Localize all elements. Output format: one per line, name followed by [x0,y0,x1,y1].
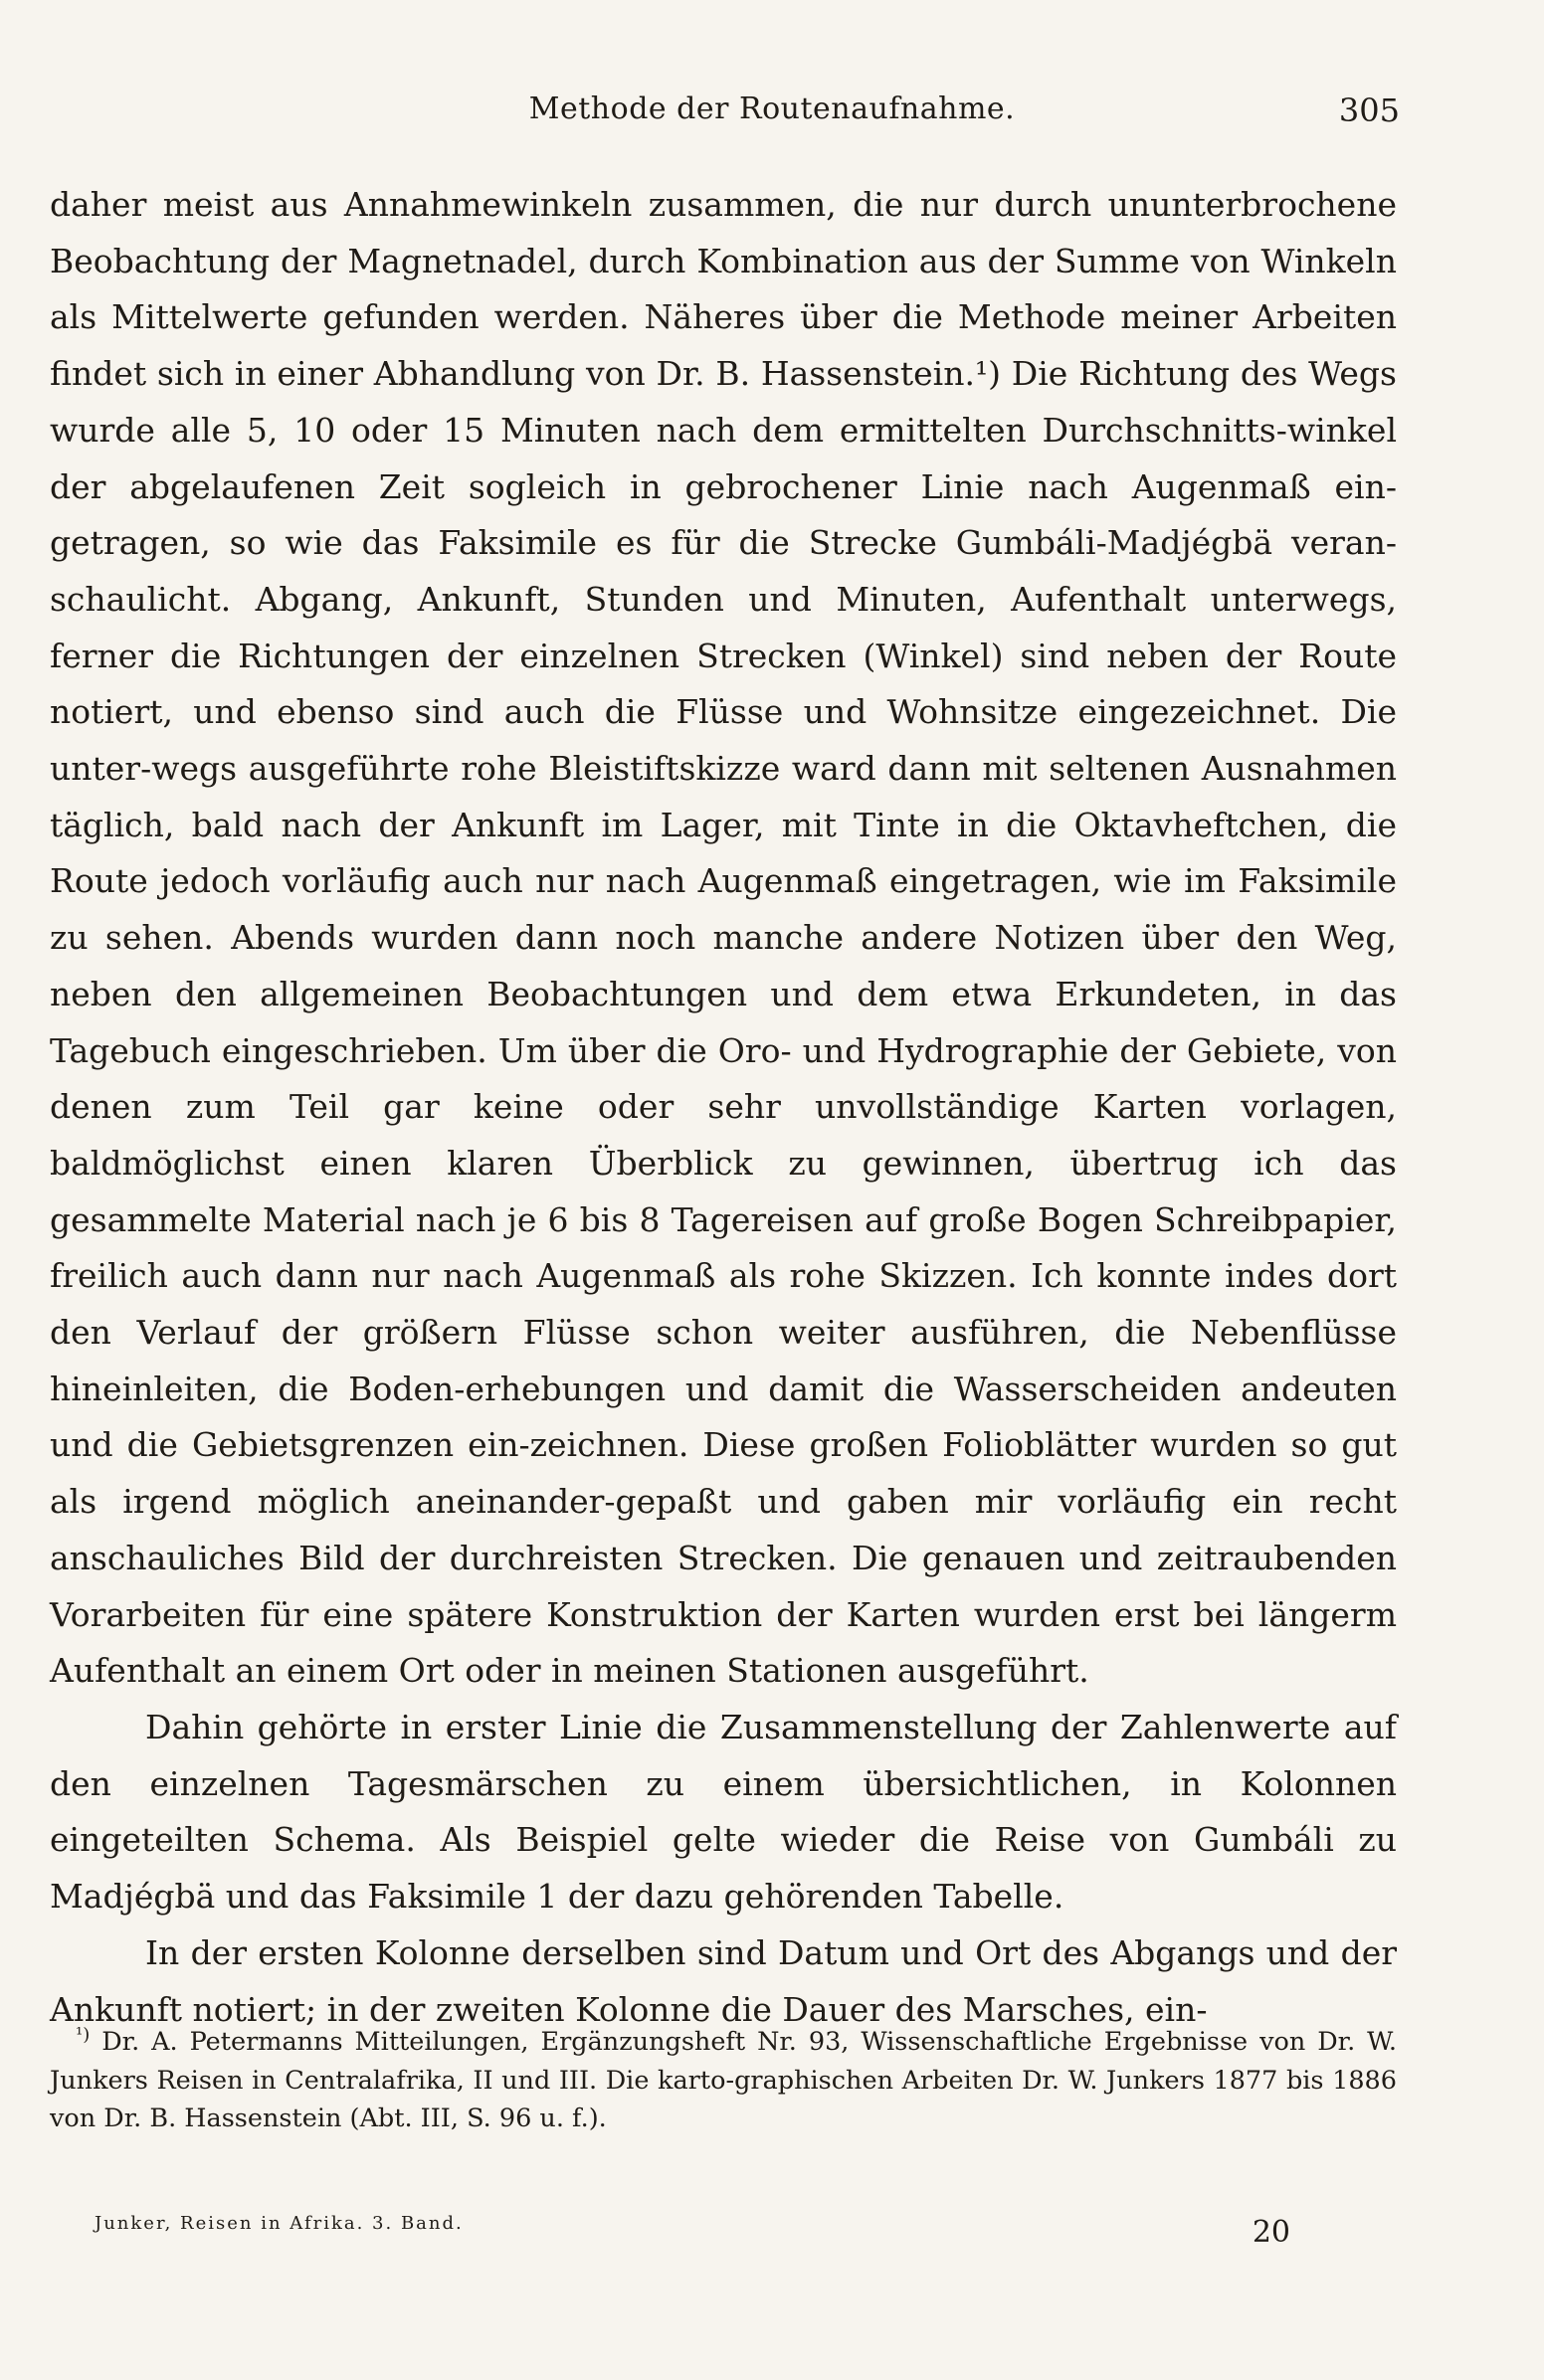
signature-line [0,2213,1544,2253]
paragraph-1: daher meist aus Annahmewinkeln zusammen, die nur durch ununterbrochene Beobachtung der Magnetnadel, durch Kombination aus der Summe von Winkeln als Mittelwerte gefunden werden. Näheres über die Methode meiner Arbeiten findet sich in einer Abhandlung von Dr. B. Hassenstein.¹) Die Richtung des Wegs wurde alle 5, 10 oder 15 Minuten nach dem ermittelten Durchschnitts-winkel der abgelaufenen Zeit sogleich in gebrochener Linie nach Augenmaß ein-getragen, so wie das Faksimile es für die Strecke Gumbáli-Madjégbä veran-schaulicht. Abgang, Ankunft, Stunden und Minuten, Aufenthalt unterwegs, ferner die Richtungen der einzelnen Strecken (Winkel) sind neben der Route notiert, und ebenso sind auch die Flüsse und Wohnsitze eingezeichnet. Die unter-wegs ausgeführte rohe Bleistiftskizze ward dann mit seltenen Ausnahmen täglich, bald nach der Ankunft im Lager, mit Tinte in die Oktavheftchen, die Route jedoch vorläufig auch nur nach Augenmaß eingetragen, wie im Faksimile zu sehen. Abends wurden dann noch manche andere Notizen über den Weg, neben den allgemeinen Beobachtungen und dem etwa Erkundeten, in das Tagebuch eingeschrieben. Um über die Oro- und Hydrographie der Gebiete, von denen zum Teil gar keine oder sehr unvollständige Karten vorlagen, baldmöglichst einen klaren Überblick zu gewinnen, übertrug ich das gesammelte Material nach je 6 bis 8 Tagereisen auf große Bogen Schreibpapier, freilich auch dann nur nach Augenmaß als rohe Skizzen. Ich konnte indes dort den Verlauf der größern Flüsse schon weiter ausführen, die Nebenflüsse hineinleiten, die Boden-erhebungen und damit die Wasserscheiden andeuten und die Gebietsgrenzen ein-zeichnen. Diese großen Folioblätter wurden so gut als irgend möglich aneinander-gepaßt und gaben mir vorläufig ein recht anschauliches Bild der durchreisten Strecken. Die genauen und zeitraubenden Vorarbeiten für eine spätere Konstruktion der Karten wurden erst bei längerm Aufenthalt an einem Ort oder in meinen Stationen ausgeführt. [50,185,1397,1691]
signature-number: 20 [1252,2215,1290,2250]
footnote [50,2023,1397,2138]
footnote-marker: ¹) [76,2024,91,2046]
footnote-paragraph [50,2023,1397,2138]
footnote-text: Dr. A. Petermanns Mitteilungen, Ergänzungsheft Nr. 93, Wissenschaftliche Ergebnisse von Dr. W. Junkers Reisen in Centralafrika, II und III. Die karto-graphischen Arbeiten Dr. W. Junkers 1877 bis 1886 von Dr. B. Hassenstein (Abt. III, S. 96 u. f.). [50,2027,1398,2133]
page-header [0,92,1544,135]
page-number: 305 [1338,92,1400,129]
running-head: Methode der Routenaufnahme. [528,92,1016,126]
body-text [50,177,1397,2038]
paragraph-2: Dahin gehörte in erster Linie die Zusammenstellung der Zahlenwerte auf den einzelnen Tagesmärschen zu einem übersichtlichen, in Kolonnen eingeteilten Schema. Als Beispiel gelte wieder die Reise von Gumbáli zu Madjégbä und das Faksimile 1 der dazu gehörenden Tabelle. [50,1707,1397,1917]
printer-signature: Junker, Reisen in Afrika. 3. Band. [95,2213,464,2234]
paragraph-3: In der ersten Kolonne derselben sind Datum und Ort des Abgangs und der Ankunft notiert; in der zweiten Kolonne die Dauer des Marsches, ein- [50,1932,1397,2029]
